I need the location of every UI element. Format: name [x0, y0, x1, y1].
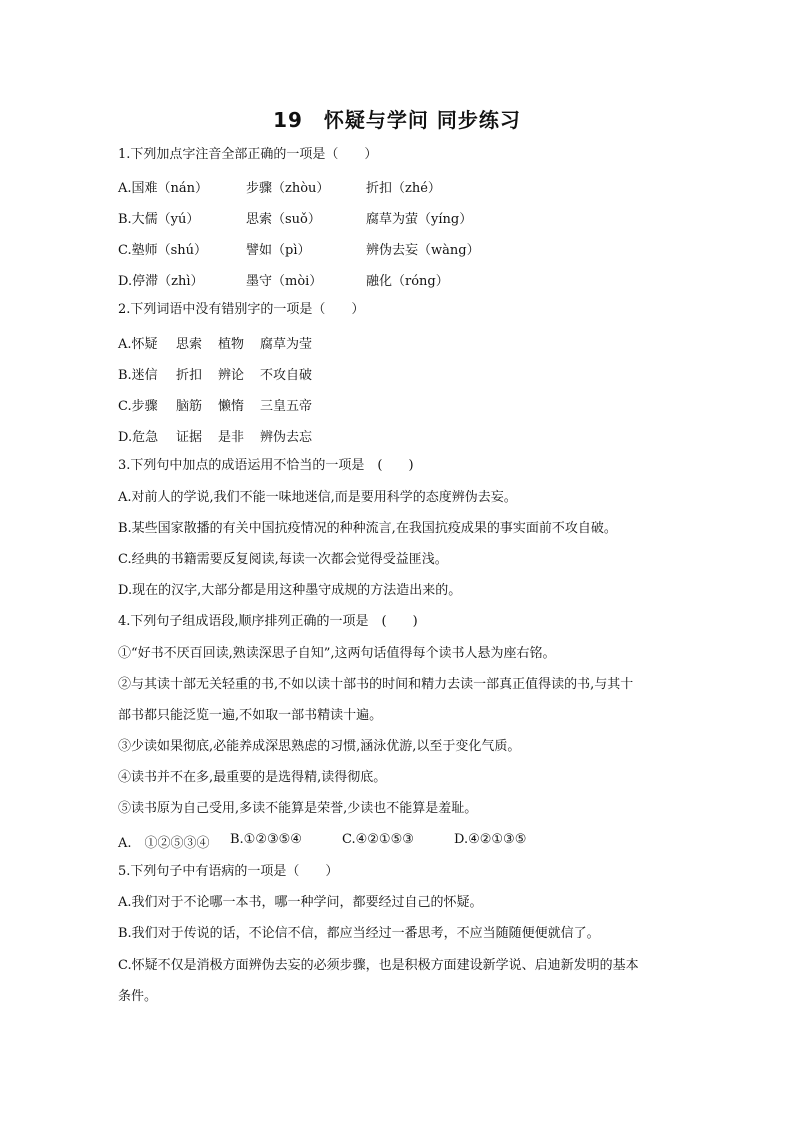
q5-option-a: A.我们对于不论哪一本书，哪一种学问，都要经过自己的怀疑。 — [118, 895, 483, 910]
q1-c-1: C.塾师（shú） — [118, 243, 208, 258]
q2-c-4: 三皇五帝 — [260, 399, 313, 414]
q1-a-2: 步骤（zhòu） — [246, 181, 330, 196]
q2-d-3: 是非 — [218, 430, 245, 445]
q1-a-1: A.国难（nán） — [118, 181, 209, 196]
q2-d-1: D.危急 — [118, 430, 159, 445]
q1-option-row — [118, 239, 678, 257]
q1-b-2: 思索（suǒ） — [246, 212, 321, 227]
q1-stem: 1.下列加点字注音全部正确的一项是（ ） — [118, 147, 378, 162]
q2-a-3: 植物 — [218, 337, 245, 352]
q1-b-3: 腐草为萤（yíng） — [366, 212, 473, 227]
q2-c-1: C.步骤 — [118, 399, 158, 414]
q4-sentence-4: ④读书并不在多,最重要的是选得精,读得彻底。 — [118, 770, 387, 785]
q2-a-2: 思索 — [176, 337, 203, 352]
q2-d-2: 证据 — [176, 430, 203, 445]
q1-option-row — [118, 208, 678, 226]
q3-option-c: C.经典的书籍需要反复阅读,每读一次都会觉得受益匪浅。 — [118, 552, 448, 567]
q4-sentence-2-cont: 部书都只能泛览一遍,不如取一部书精读十遍。 — [118, 708, 383, 723]
q1-d-3: 融化（róng） — [366, 274, 449, 289]
q5-option-c: C.怀疑不仅是消极方面辨伪去妄的必须步骤，也是积极方面建设新学说、启迪新发明的基本 — [118, 958, 639, 973]
q2-b-1: B.迷信 — [118, 368, 158, 383]
q4-choice-d: D.④②①③⑤ — [454, 832, 527, 847]
q1-option-row — [118, 177, 678, 195]
q1-c-2: 譬如（pì） — [246, 243, 311, 258]
q2-option-row — [118, 333, 678, 351]
q4-choice-b: B.①②③⑤④ — [230, 832, 302, 847]
q2-stem: 2.下列词语中没有错别字的一项是（ ） — [118, 302, 365, 317]
q1-d-1: D.停滞（zhì） — [118, 274, 204, 289]
q5-option-c-cont: 条件。 — [118, 989, 158, 1004]
q2-a-1: A.怀疑 — [118, 337, 158, 352]
q2-c-3: 懒惰 — [218, 399, 245, 414]
q1-a-3: 折扣（zhé） — [366, 181, 441, 196]
q3-stem: 3.下列句中加点的成语运用不恰当的一项是 ( ) — [118, 458, 414, 473]
q3-option-d: D.现在的汉字,大部分都是用这种墨守成规的方法造出来的。 — [118, 583, 462, 598]
q4-sentence-5: ⑤读书原为自己受用,多读不能算是荣誉,少读也不能算是羞耻。 — [118, 801, 478, 816]
q2-d-4: 辨伪去忘 — [260, 430, 313, 445]
page-title: 19 怀疑与学问 同步练习 — [273, 108, 521, 132]
q2-b-3: 辨论 — [218, 368, 245, 383]
q1-b-1: B.大儒（yú） — [118, 212, 200, 227]
q1-option-row — [118, 270, 678, 288]
q2-a-4: 腐草为莹 — [260, 337, 313, 352]
q2-b-4: 不攻自破 — [260, 368, 313, 383]
q3-option-b: B.某些国家散播的有关中国抗疫情况的种种流言,在我国抗疫成果的事实面前不攻自破。 — [118, 521, 617, 536]
q4-choice-c: C.④②①⑤③ — [342, 832, 414, 847]
q4-stem: 4.下列句子组成语段,顺序排列正确的一项是 ( ) — [118, 614, 418, 629]
q2-option-row — [118, 364, 678, 382]
q4-sentence-2: ②与其读十部无关轻重的书,不如以读十部书的时间和精力去读一部真正值得读的书,与其十 — [118, 677, 634, 692]
q4-choice-a: A. ①②⑤③④ — [118, 836, 210, 851]
q4-sentence-1: ①“好书不厌百回读,熟读深思子自知”,这两句话值得每个读书人悬为座右铭。 — [118, 646, 556, 661]
q1-c-3: 辨伪去妄（wàng） — [366, 243, 480, 258]
q5-option-b: B.我们对于传说的话，不论信不信，都应当经过一番思考，不应当随随便便就信了。 — [118, 926, 600, 941]
q3-option-a: A.对前人的学说,我们不能一味地迷信,而是要用科学的态度辨伪去妄。 — [118, 490, 517, 505]
q2-option-row — [118, 395, 678, 413]
q2-c-2: 脑筋 — [176, 399, 203, 414]
q2-b-2: 折扣 — [176, 368, 203, 383]
q4-choices — [118, 832, 678, 850]
q5-stem: 5.下列句子中有语病的一项是（ ） — [118, 864, 339, 879]
q4-sentence-3: ③少读如果彻底,必能养成深思熟虑的习惯,涵泳优游,以至于变化气质。 — [118, 739, 521, 754]
q1-d-2: 墨守（mòi） — [246, 274, 323, 289]
q2-option-row — [118, 426, 678, 444]
